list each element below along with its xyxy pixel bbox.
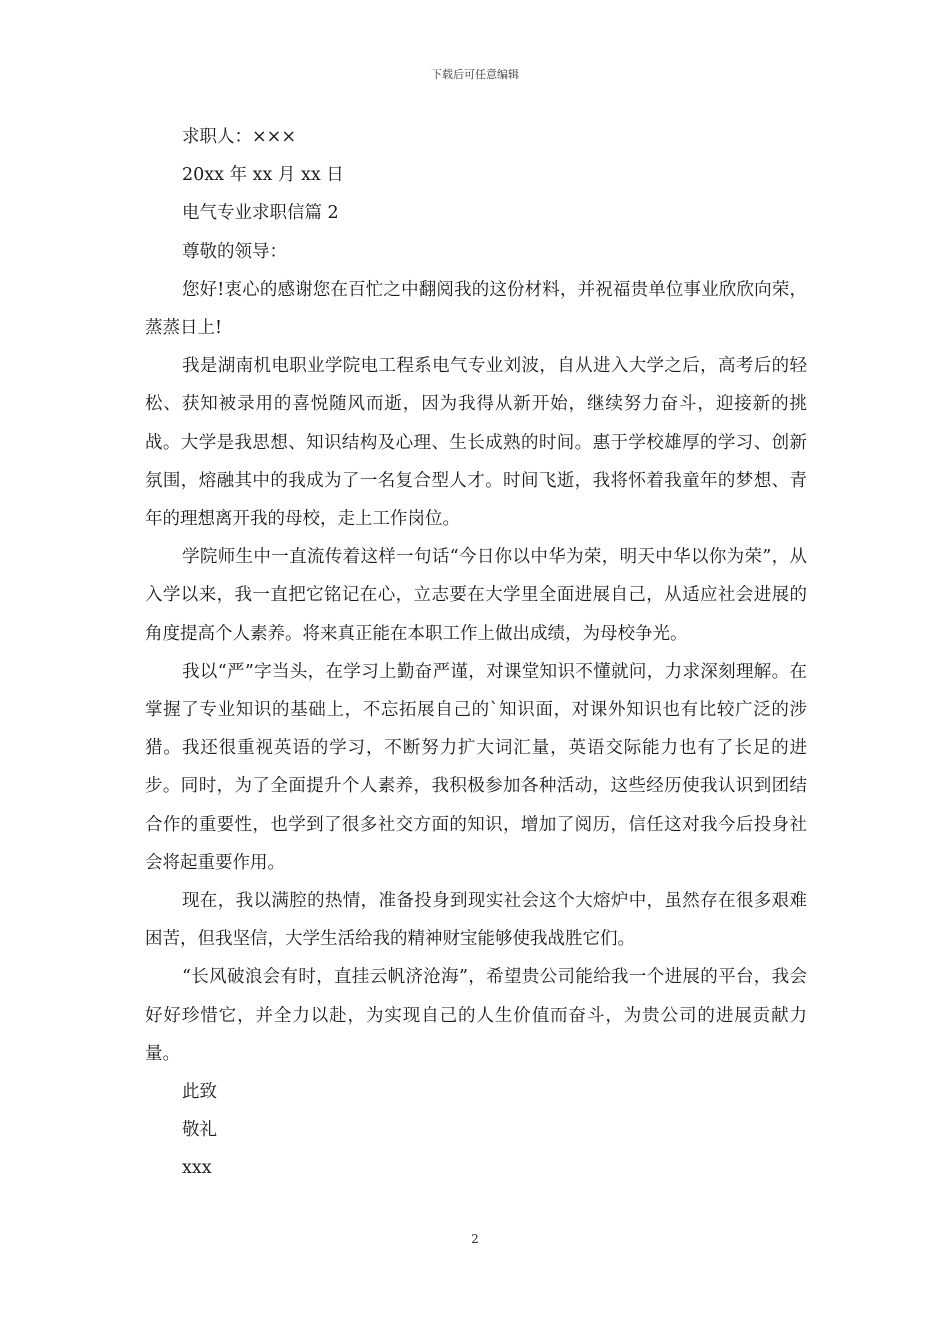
paragraph-conclusion: “长风破浪会有时，直挂云帆济沧海”，希望贵公司能给我一个进展的平台，我会好好珍惜它，并全力以赴，为实现自己的人生价值而奋斗，为贵公司的进展贡献力量。 xyxy=(145,967,807,1064)
signature: xxx xyxy=(182,1158,212,1179)
closing-line-1: 此致 xyxy=(182,1082,217,1103)
salutation: 尊敬的领导： xyxy=(182,241,287,262)
closing-line-2: 敬礼 xyxy=(182,1120,217,1141)
paragraph-motto: 学院师生中一直流传着这样一句话“今日你以中华为荣，明天中华以你为荣”，从入学以来，我一直把它铭记在心，立志要在大学里全面进展自己，从适应社会进展的角度提高个人素养。将来真正能在本职工作上做出成绩，为母校争光。 xyxy=(145,547,807,644)
header-note: 下载后可任意编辑 xyxy=(431,68,519,81)
letter-title: 电气专业求职信篇 2 xyxy=(182,203,339,224)
paragraph-greeting: 您好!衷心的感谢您在百忙之中翻阅我的这份材料，并祝福贵单位事业欣欣向荣，蒸蒸日上! xyxy=(145,279,807,339)
paragraph-study: 我以“严”字当头，在学习上勤奋严谨，对课堂知识不懂就问，力求深刻理解。在掌握了专业知识的基础上，不忘拓展自己的`知识面，对课外知识也有比较广泛的涉猎。我还很重视英语的学习，不断努力扩大词汇量，英语交际能力也有了长足的进步。同时，为了全面提升个人素养，我积极参加各种活动，这些经历使我认识到团结合作的重要性，也学到了很多社交方面的知识，增加了阅历，信任这对我今后投身社会将起重要作用。 xyxy=(145,661,807,873)
date-line: 20xx 年 xx 月 xx 日 xyxy=(182,165,344,186)
page-number: 2 xyxy=(471,1232,479,1246)
paragraph-aspiration: 现在，我以满腔的热情，准备投身到现实社会这个大熔炉中，虽然存在很多艰难困苦，但我坚信，大学生活给我的精神财宝能够使我战胜它们。 xyxy=(145,891,807,950)
letter-body xyxy=(145,118,807,1188)
paragraph-introduction: 我是湖南机电职业学院电工程系电气专业刘波，自从进入大学之后，高考后的轻松、获知被录用的喜悦随风而逝，因为我得从新开始，继续努力奋斗，迎接新的挑战。大学是我思想、知识结构及心理、生长成熟的时间。惠于学校雄厚的学习、创新氛围，熔融其中的我成为了一名复合型人才。时间飞逝，我将怀着我童年的梦想、青年的理想离开我的母校，走上工作岗位。 xyxy=(145,356,807,530)
applicant-line: 求职人：××× xyxy=(182,127,296,147)
